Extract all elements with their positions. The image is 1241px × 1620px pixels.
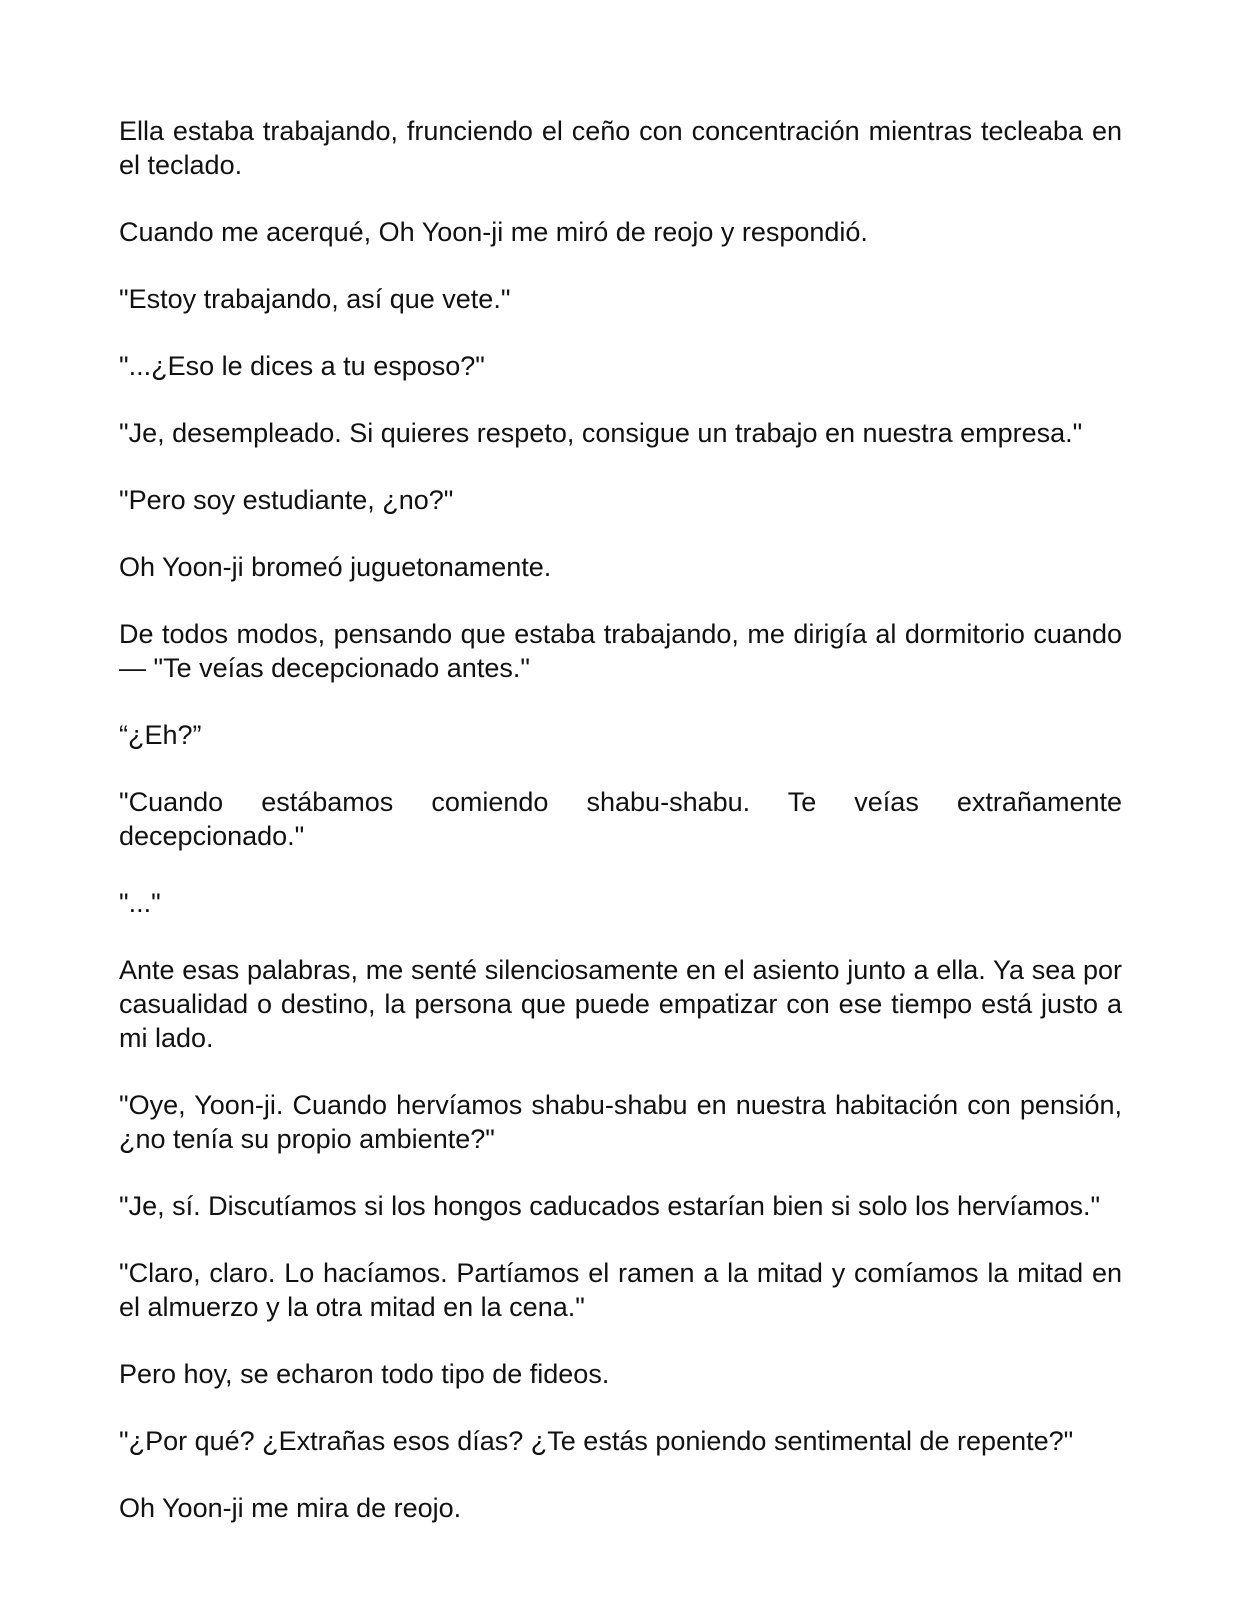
paragraph: "..."	[119, 888, 161, 918]
paragraph: "...¿Eso le dices a tu esposo?"	[119, 351, 485, 381]
paragraph: "Je, sí. Discutíamos si los hongos caducados estarían bien si solo los hervíamos."	[119, 1191, 1101, 1221]
paragraph: De todos modos, pensando que estaba trabajando, me dirigía al dormitorio cuando— "Te veías decepcionado antes."	[119, 619, 1122, 683]
paragraph: Ella estaba trabajando, frunciendo el ceño con concentración mientras tecleaba en el teclado.	[119, 116, 1122, 180]
paragraph: Cuando me acerqué, Oh Yoon-ji me miró de reojo y respondió.	[119, 217, 868, 247]
paragraph: "Pero soy estudiante, ¿no?"	[119, 485, 454, 515]
paragraph: "Estoy trabajando, así que vete."	[119, 284, 511, 314]
paragraph: "Oye, Yoon-ji. Cuando hervíamos shabu-shabu en nuestra habitación con pensión, ¿no tenía su propio ambiente?"	[119, 1090, 1122, 1154]
paragraph: "¿Por qué? ¿Extrañas esos días? ¿Te estás poniendo sentimental de repente?"	[119, 1426, 1074, 1456]
paragraph: “¿Eh?”	[119, 720, 202, 750]
paragraph: Oh Yoon-ji me mira de reojo.	[119, 1493, 462, 1523]
paragraph: "Je, desempleado. Si quieres respeto, consigue un trabajo en nuestra empresa."	[119, 418, 1083, 448]
document-body	[119, 114, 1122, 1558]
paragraph: Pero hoy, se echaron todo tipo de fideos.	[119, 1359, 610, 1389]
paragraph: Oh Yoon-ji bromeó juguetonamente.	[119, 552, 552, 582]
paragraph: Ante esas palabras, me senté silenciosamente en el asiento junto a ella. Ya sea por casualidad o destino, la persona que puede empatizar con ese tiempo está justo a mi lado.	[119, 955, 1122, 1053]
paragraph: "Cuando estábamos comiendo shabu-shabu. Te veías extrañamente decepcionado."	[119, 787, 1122, 851]
paragraph: "Claro, claro. Lo hacíamos. Partíamos el ramen a la mitad y comíamos la mitad en el almuerzo y la otra mitad en la cena."	[119, 1258, 1122, 1322]
